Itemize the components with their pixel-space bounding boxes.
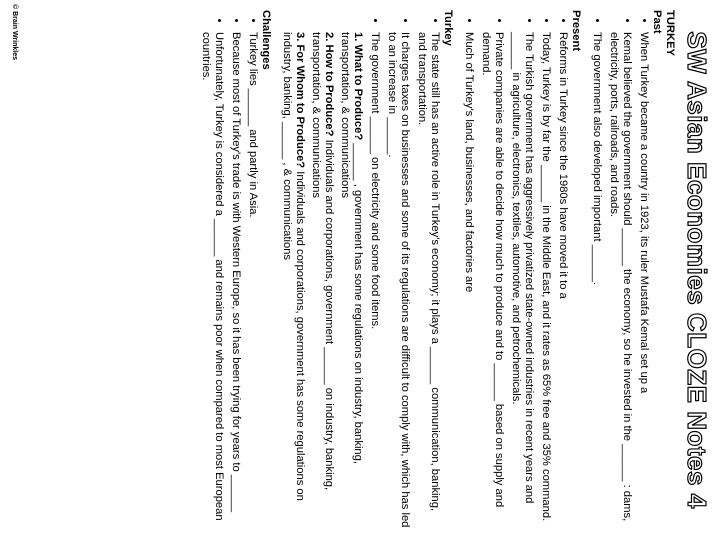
question-text: How to Produce? — [323, 44, 335, 137]
question-answer: Individuals and corporations, government ______ on industry, banking, transportation, & communications — [310, 32, 335, 491]
section-heading-turkey: TURKEY — [664, 10, 676, 56]
turkey-list — [368, 10, 441, 530]
question-text: For Whom to Produce? — [294, 44, 306, 169]
list-item: • Unfortunately, Turkey is considered a ______ and remains poor when compared to most European countries. — [199, 32, 225, 530]
notes-body — [195, 10, 676, 530]
subheading-turkey: Turkey — [442, 10, 454, 46]
question-item — [309, 32, 335, 530]
list-item: • Turkey lies ______ and partly in Asia. — [246, 32, 259, 530]
list-item: • Kemal believed the government should ______ the economy, so he invested in the ______ : dams, electricity, ports, railroads, and roads. — [607, 32, 633, 530]
question-item — [280, 32, 306, 530]
question-item — [338, 32, 364, 530]
question-answer: ______ , government has some regulations on industry, banking, transportation, & communications — [339, 32, 364, 464]
questions-list — [280, 10, 364, 530]
list-item: • The state still has an active role in Turkey's economy; it plays a ______ communication, banking, and transportation. — [415, 32, 441, 530]
list-item: • Reforms in Turkey since the 1980s have moved it to a — [556, 32, 569, 530]
list-item: • The government ______ on electricity and some food items. — [368, 32, 381, 530]
list-item: • Much of Turkey's land, businesses, and factories are — [462, 32, 475, 530]
list-item: • Because most of Turkey's trade is with Western Europe, so it has been trying for years to ______ — [229, 32, 242, 530]
list-item: • Private companies are able to decide how much to produce and to ______ based on supply and demand. — [479, 32, 505, 530]
present-list — [462, 10, 569, 530]
copyright-text: © Brain Wrinkles — [11, 4, 18, 60]
list-item: • It charges taxes on businesses and some of its regulations are difficult to comply with, which has led to an increase in ______. — [385, 32, 411, 530]
list-item: • When Turkey became a country in 1923, its ruler Mustafa Kemal set up a — [637, 32, 650, 530]
page-title: SW Asian Economies CLOZE Notes 4 — [682, 31, 712, 509]
past-list — [590, 10, 650, 530]
question-text: What to Produce? — [352, 44, 364, 141]
question-answer: Individuals and corporations, government has some regulations on industry, banking, ______ , & communications — [281, 32, 306, 501]
subheading-challenges: Challenges — [260, 10, 272, 70]
subheading-present: Present — [570, 10, 582, 52]
list-item: • The government also developed important ______. — [590, 32, 603, 530]
list-item: • Today, Turkey is by far the ______ in the Middle East, and it rates as 65% free and 35% command. — [539, 32, 552, 530]
subheading-past: Past — [651, 10, 663, 34]
question-number: 3. — [294, 32, 306, 42]
list-item: • The Turkish government has aggressively privatized state-owned industries in recent years and ______ in agriculture, electronics, textiles, automotive, and petrochemicals. — [509, 32, 535, 530]
question-number: 2. — [323, 32, 335, 42]
challenges-list — [199, 10, 259, 530]
question-number: 1. — [352, 32, 364, 42]
